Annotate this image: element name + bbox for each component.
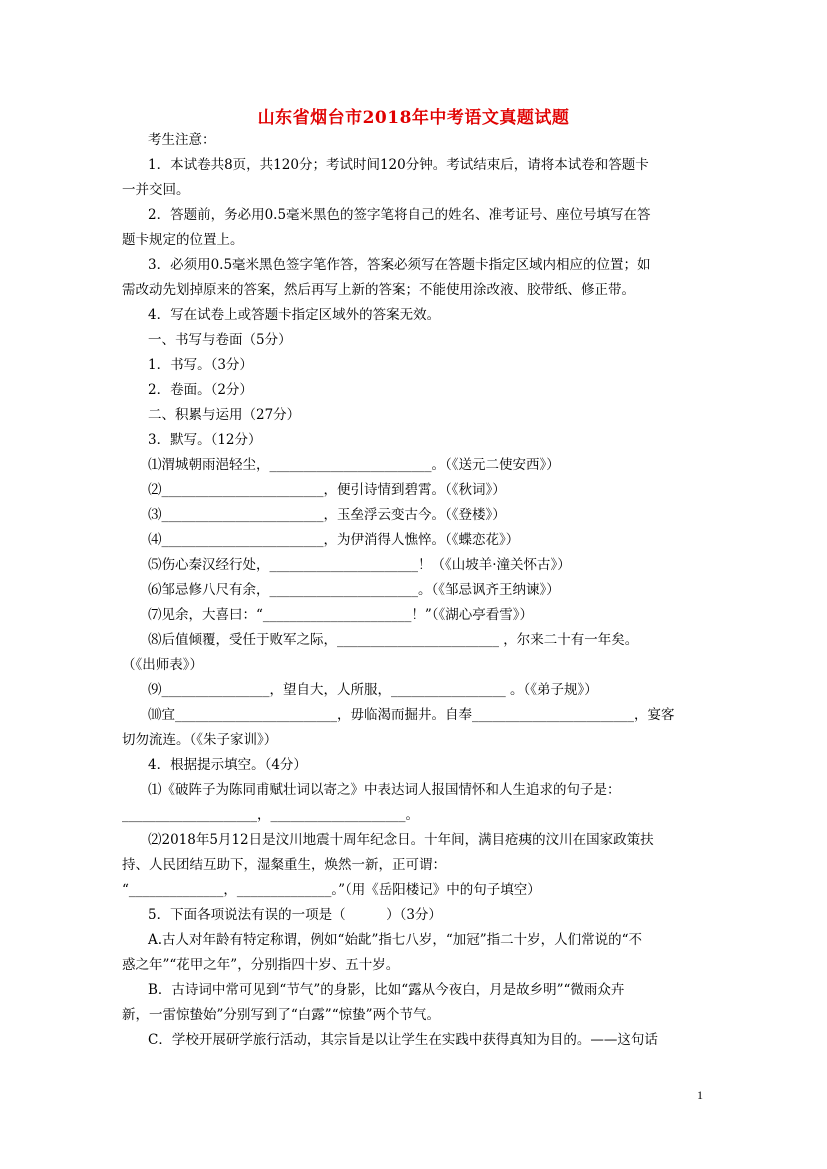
fill-blank-line: ⑶________________________，玉垒浮云变古今。（《登楼》） [148,507,506,523]
text-line: 新，一雷惊蛰始”分别写到了“白露”“惊蛰”两个节气。 [122,1007,441,1023]
option-b: B．古诗词中常可见到“节气”的身影，比如“露从今夜白，月是故乡明”“微雨众卉 [148,982,625,998]
page-number: 1 [697,1088,703,1102]
text-line: 一并交回。 [122,182,190,198]
section-heading: 二、积累与运用（27分） [148,407,301,423]
fill-blank-line: ⑻后值倾覆，受任于败军之际，________________________ ，尔来二十有一年矣。 [148,632,639,648]
text-line: ⑴《破阵子为陈同甫赋壮词以寄之》中表达词人报国情怀和人生追求的句子是： [148,782,621,798]
text-line: 题卡规定的位置上。 [122,232,244,248]
fill-blank-line: ⑹邹忌修八尺有余，______________________。（《邹忌讽齐王纳谏》） [148,582,560,598]
fill-blank-line: ____________________，____________________。 [122,807,419,823]
text-line: 1．本试卷共8页，共120分；考试时间120分钟。考试结束后，请将本试卷和答题卡 [148,157,649,173]
text-line: 3．必须用0.5毫米黑色签字笔作答，答案必须写在答题卡指定区域内相应的位置；如 [148,257,651,273]
text-line: 1．书写。（3分） [148,357,253,373]
text-line: 考生注意： [148,132,216,148]
text-line: 需改动先划掉原来的答案，然后再写上新的答案；不能使用涂改液、胶带纸、修正带。 [122,282,635,298]
text-line: （《出师表》） [122,657,203,673]
text-line: 持、人民团结互助下，湿粲重生，焕然一新，正可谓： [122,857,446,873]
fill-blank-line: ⑼________________，望自大，人所服，_________________ 。（《弟子规》） [148,682,598,698]
fill-blank-line: ⑽宜________________________，毋临渴而掘井。自奉________________________，宴客 [148,707,675,723]
text-line: 2．卷面。（2分） [148,382,253,398]
fill-blank-line: ⑸伤心秦汉经行处，______________________！（《山坡羊·潼关怀古》） [148,557,571,573]
option-c: C．学校开展研学旅行活动，其宗旨是以让学生在实践中获得真知为目的。——这句话 [148,1032,658,1048]
fill-blank-line: “______________，______________。”（用《岳阳楼记》中的句子填空） [122,882,541,898]
section-heading: 一、书写与卷面（5分） [148,332,292,348]
text-line: 4．写在试卷上或答题卡指定区域外的答案无效。 [148,307,441,323]
text-line: 惑之年”“花甲之年”，分别指四十岁、五十岁。 [122,957,400,973]
fill-blank-line: ⑴渭城朝雨浥轻尘，________________________。（《送元二使安西》） [148,457,560,473]
question-heading: 3．默写。（12分） [148,432,262,448]
question-heading: 4．根据提示填空。（4分） [148,757,307,773]
page-title: 山东省烟台市2018年中考语文真题试题 [257,108,570,128]
text-line: 2．答题前，务必用0.5毫米黑色的签字笔将自己的姓名、准考证号、座位号填写在答 [148,207,651,223]
question-heading: 5．下面各项说法有误的一项是（ ）（3分） [148,907,442,923]
fill-blank-line: ⑺见余，大喜曰：“______________________！”（《湖心亭看雪》） [148,607,534,623]
fill-blank-line: ⑷________________________，为伊消得人憔悴。（《蝶恋花》） [148,532,520,548]
text-line: 切勿流连。（《朱子家训》） [122,732,278,748]
text-line: ⑵2018年5月12日是汶川地震十周年纪念日。十年间，满目疮痍的汶川在国家政策扶 [148,832,654,848]
fill-blank-line: ⑵________________________，便引诗情到碧霄。（《秋词》） [148,482,506,498]
option-a: A.古人对年龄有特定称谓，例如“始龀”指七八岁，“加冠”指二十岁，人们常说的“不 [148,932,643,948]
